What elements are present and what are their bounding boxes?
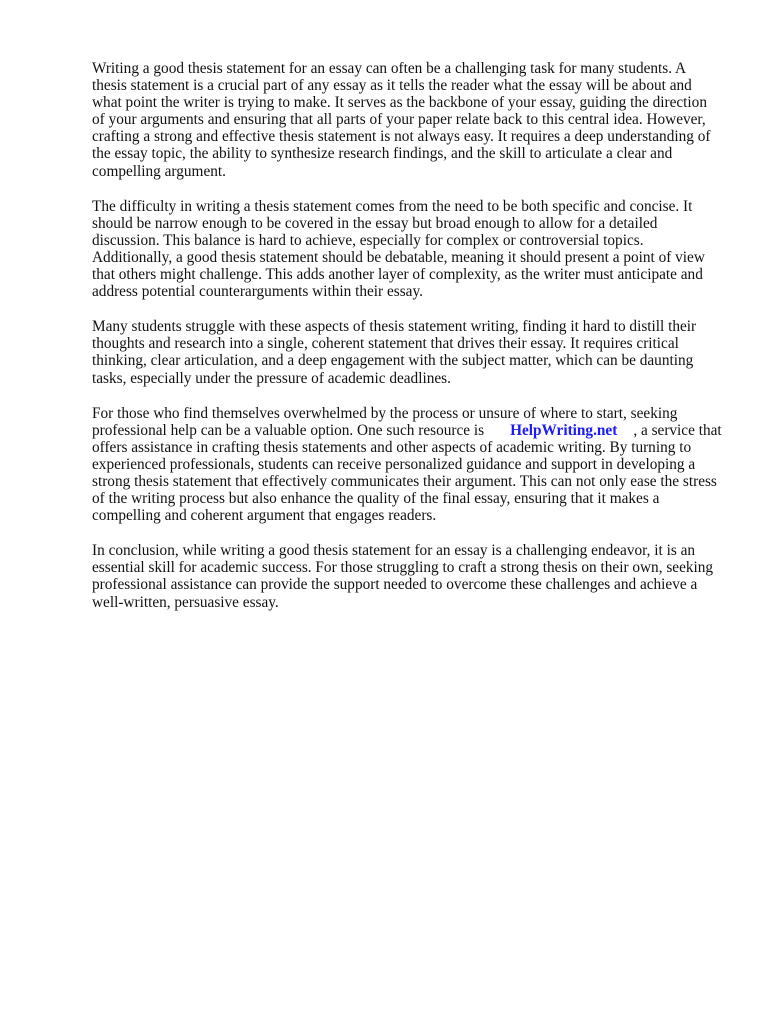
paragraph-difficulty: The difficulty in writing a thesis statement comes from the need to be both specific and concise. It should be narrow enough to be covered in the essay but broad enough to allow for a detailed discussion. This balance is hard to achieve, especially for complex or controversial topics. Additionally, a good thesis statement should be debatable, meaning it should present a point of view that others might challenge. This adds another layer of complexity, as the writer must anticipate and address potential counterarguments within their essay. (92, 197, 705, 301)
resource-text-before: For those who find themselves overwhelmed by the process or unsure of where to start, seeking professional help can be a valuable option. One such resource is (92, 404, 678, 439)
paragraph-conclusion: In conclusion, while writing a good thesis statement for an essay is a challenging endeavor, it is an essential skill for academic success. For those struggling to craft a strong thesis on their own, seeking professional assistance can provide the support needed to overcome these challenges and achieve a well-written, persuasive essay. (92, 542, 714, 611)
paragraph-struggle: Many students struggle with these aspects of thesis statement writing, finding it hard to distill their thoughts and research into a single, coherent statement that drives their essay. It requires critical thinking, clear articulation, and a deep engagement with the subject matter, which can be daunting tasks, especially under the pressure of academic deadlines. (92, 318, 697, 387)
document-page (92, 60, 722, 629)
helpwriting-link[interactable]: HelpWriting.net (510, 421, 618, 439)
resource-text-after: , a service that offers assistance in crafting thesis statements and other aspects of academic writing. By turning to experienced professionals, students can receive personalized guidance and support in developing a strong thesis statement that effectively communicates their argument. This can not only ease the stress of the writing process but also enhance the quality of the final essay, ensuring that it makes a compelling and coherent argument that engages readers. (92, 421, 722, 525)
paragraph-intro: Writing a good thesis statement for an essay can often be a challenging task for many students. A thesis statement is a crucial part of any essay as it tells the reader what the essay will be about and what point the writer is trying to make. It serves as the backbone of your essay, guiding the direction of your arguments and ensuring that all parts of your paper relate back to this central idea. However, crafting a strong and effective thesis statement is not always easy. It requires a deep understanding of the essay topic, the ability to synthesize research findings, and the skill to articulate a clear and compelling argument. (92, 60, 711, 180)
paragraph-resource (92, 405, 722, 525)
